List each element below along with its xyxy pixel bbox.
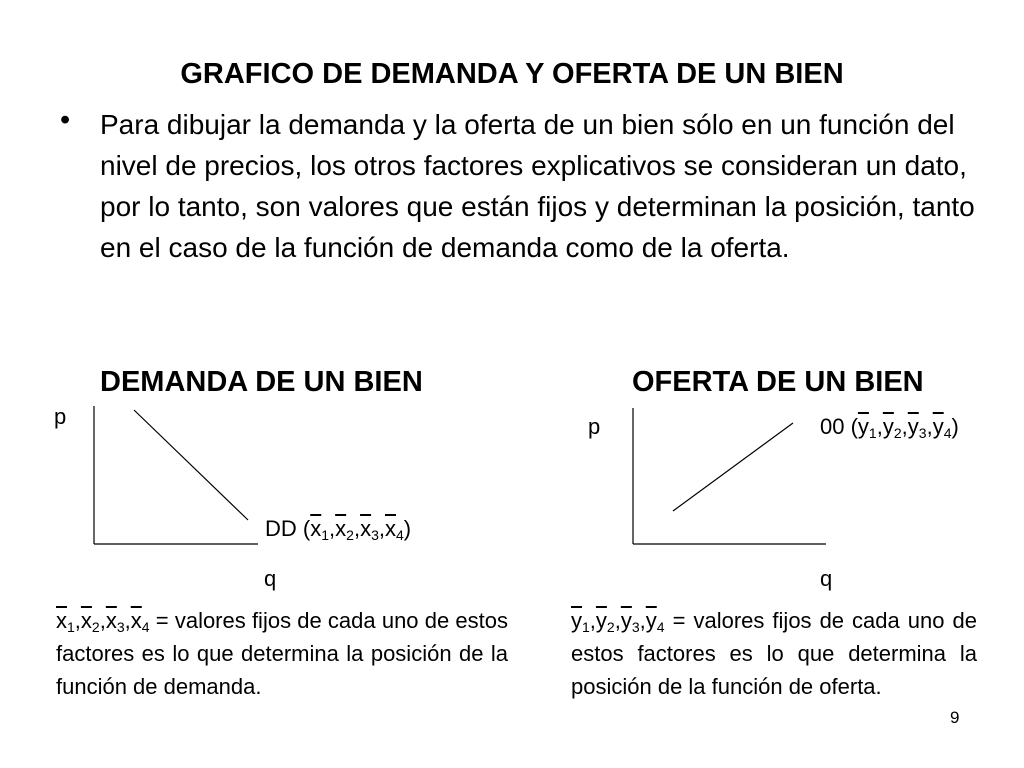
demand-curve-label: DD $(\overline{x}_1,\overline{x}_2,\overline{x}_3,\overline{x}_4)$ <box>265 516 412 543</box>
supply-y-axis-label: p <box>588 414 601 439</box>
page-number: 9 <box>950 708 960 727</box>
supply-x-axis-label: q <box>820 566 833 591</box>
demand-heading: DEMANDA DE UN BIEN <box>100 366 423 398</box>
supply-curve <box>673 423 793 511</box>
demand-note: $\overline{x}_1,\overline{x}_2,\overline{x}_3,\overline{x}_4$ = valores fijos de cada uno de estos factores es lo que determina la posición de la función de demanda. <box>56 608 508 699</box>
demand-x-axis-label: q <box>264 566 277 591</box>
demand-curve <box>134 410 248 520</box>
bullet-marker: • <box>60 104 71 136</box>
page-title-text: GRAFICO DE DEMANDA Y OFERTA DE UN BIEN <box>180 58 844 90</box>
bullet-paragraph: Para dibujar la demanda y la oferta de un bien sólo en un función del nivel de precios, los otros factores explicativos se consideran un dato, por lo tanto, son valores que están fijos y determinan la posición, tanto en el caso de la función de demanda como de la oferta. <box>100 109 975 263</box>
demand-y-axis-label: p <box>54 404 67 429</box>
supply-note: $\overline{y}_1,\overline{y}_2,\overline{y}_3,\overline{y}_4$ = valores fijos de cada uno de estos factores es lo que determina la posición de la función de oferta. <box>571 608 977 699</box>
supply-heading: OFERTA DE UN BIEN <box>632 366 924 398</box>
supply-curve-label: 00 $(\overline{y}_1,\overline{y}_2,\overline{y}_3,\overline{y}_4)$ <box>820 414 959 441</box>
